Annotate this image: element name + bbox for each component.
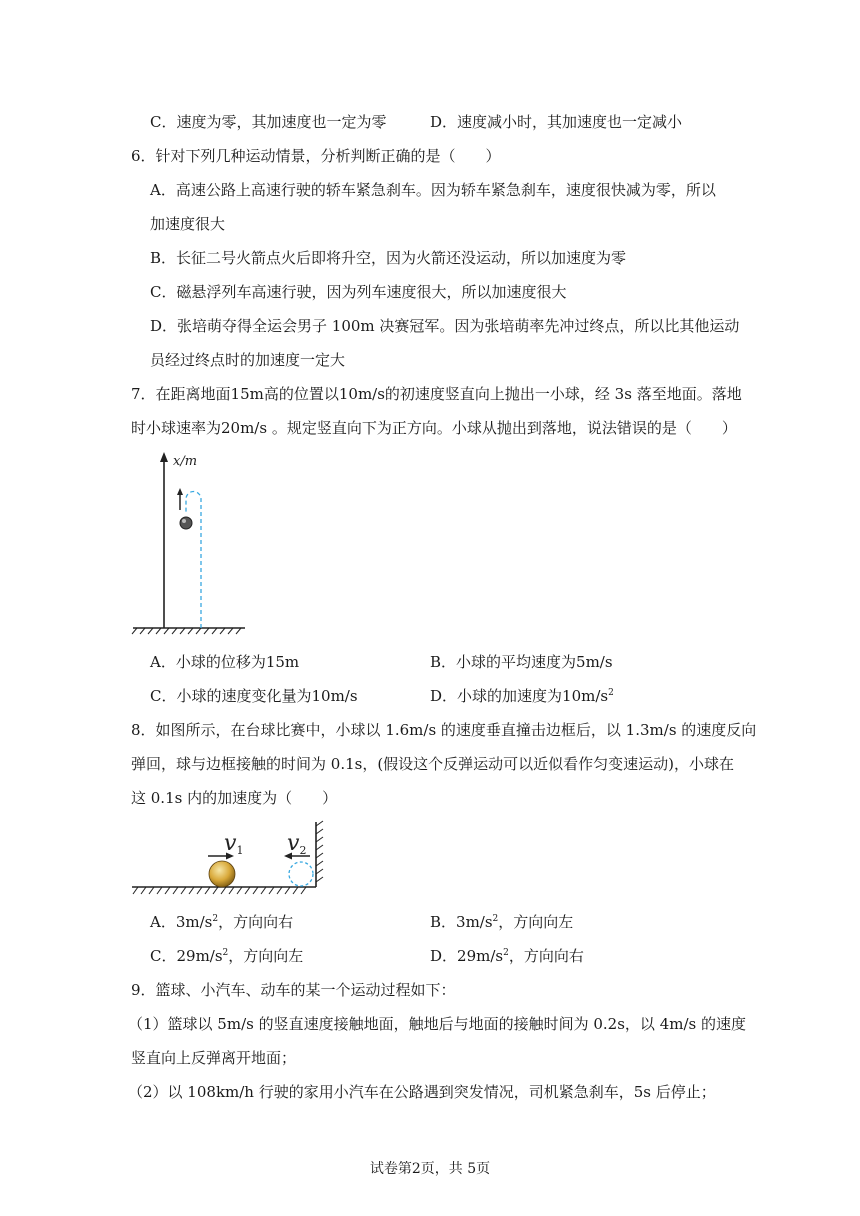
q8-option-c: C．$29m/s^2$，方向向左 (150, 947, 304, 965)
trajectory-path (186, 492, 201, 629)
velocity-arrowhead (177, 488, 183, 495)
v2-label: v2 (287, 831, 307, 857)
q8-option-d: D．$29m/s^2$，方向向右 (430, 947, 584, 965)
page-footer: 试卷第2页，共 5页 (369, 1161, 491, 1177)
table-hatching (133, 887, 306, 894)
q7-option-a: A．小球的位移为15m (150, 653, 300, 671)
q6-option-a: A．高速公路上高速行驶的轿车紧急刹车。因为轿车紧急刹车，速度很快减为零，所以 (150, 181, 716, 199)
q6-option-a-cont: 加速度很大 (150, 215, 226, 233)
q9-item-1-cont: 竖直向上反弹离开地面； (131, 1049, 297, 1067)
billiard-ball (209, 861, 235, 887)
ball (180, 517, 192, 529)
q8-stem-cont2: 这 0.1s 内的加速度为（ ） (131, 789, 338, 807)
v1-label: v1 (224, 831, 244, 857)
q7-option-b: B．小球的平均速度为5m/s (430, 653, 613, 671)
q5-option-c: C．速度为零，其加速度也一定为零 (150, 113, 387, 131)
q8-stem: 8．如图所示，在台球比赛中，小球以 1.6m/s 的速度垂直撞击边框后，以 1.3m/s 的速度反向 (131, 721, 757, 739)
wall-hatching (316, 821, 323, 882)
q9-item-1: （1）篮球以 5m/s 的竖直速度接触地面，触地后与地面的接触时间为 0.2s，以 4m/s 的速度 (128, 1015, 746, 1033)
q8-billiard-figure (128, 818, 338, 902)
ball-highlight (182, 519, 186, 523)
x-axis-label: x/m (173, 454, 198, 469)
q6-option-d: D．张培萌夺得全运会男子 100m 决赛冠军。因为张培萌率先冲过终点，所以比其他运动 (150, 317, 740, 335)
ground-hatching (132, 628, 241, 634)
q9-item-2: （2）以 108km/h 行驶的家用小汽车在公路遇到突发情况，司机紧急刹车，5s 后停止； (128, 1083, 716, 1101)
q7-ball-throw-figure (125, 448, 255, 638)
x-axis-arrowhead (160, 452, 168, 462)
q6-stem: 6．针对下列几种运动情景，分析判断正确的是（ ） (131, 147, 501, 165)
q8-option-b: B．$3m/s^2$，方向向左 (430, 913, 574, 931)
q7-stem: 7．在距离地面15m高的位置以10m/s的初速度竖直向上抛出一小球，经 3s 落至地面。落地 (131, 385, 742, 403)
q5-option-d: D．速度减小时，其加速度也一定减小 (430, 113, 683, 131)
q6-option-c: C．磁悬浮列车高速行驶，因为列车速度很大，所以加速度很大 (150, 283, 567, 301)
q6-option-b: B．长征二号火箭点火后即将升空，因为火箭还没运动，所以加速度为零 (150, 249, 627, 267)
q8-stem-cont: 弹回，球与边框接触的时间为 0.1s，(假设这个反弹运动可以近似看作匀变速运动)，小球在 (131, 755, 735, 773)
q7-option-c: C．小球的速度变化量为10m/s (150, 687, 358, 705)
q8-option-a: A．$3m/s^2$，方向向右 (150, 913, 294, 931)
q7-option-d: D．小球的加速度为$10m/s^2$ (430, 687, 614, 705)
q6-option-d-cont: 员经过终点时的加速度一定大 (150, 351, 346, 369)
rebound-ball (289, 862, 313, 886)
q7-stem-cont: 时小球速率为20m/s 。规定竖直向下为正方向。小球从抛出到落地，说法错误的是（ ） (131, 419, 737, 437)
q9-stem: 9．篮球、小汽车、动车的某一个运动过程如下： (131, 981, 456, 999)
